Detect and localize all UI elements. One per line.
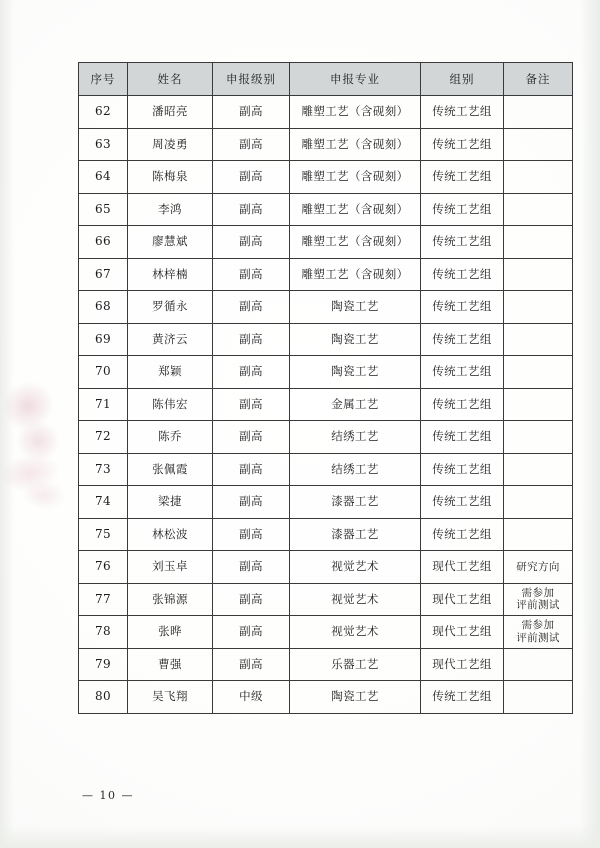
- table-row: [79, 193, 573, 226]
- note-line: 需参加: [521, 619, 555, 632]
- cell-name: 周凌勇: [128, 128, 213, 161]
- cell-name: 廖慧斌: [128, 226, 213, 259]
- cell-note: [504, 356, 573, 389]
- cell-note: [504, 648, 573, 681]
- cell-name: 陈伟宏: [128, 388, 213, 421]
- cell-level: 副高: [213, 486, 290, 519]
- cell-no: 77: [79, 583, 128, 616]
- cell-group: 传统工艺组: [421, 486, 504, 519]
- table-row: [79, 128, 573, 161]
- table-row: [79, 616, 573, 649]
- cell-note: [504, 388, 573, 421]
- cell-level: 副高: [213, 96, 290, 129]
- cell-major: 结绣工艺: [290, 421, 421, 454]
- cell-no: 71: [79, 388, 128, 421]
- cell-name: 张晔: [128, 616, 213, 649]
- cell-note: [504, 226, 573, 259]
- cell-note: [504, 128, 573, 161]
- applicant-roster-table-container: [78, 62, 560, 714]
- cell-no: 64: [79, 161, 128, 194]
- cell-note: [504, 551, 573, 584]
- cell-group: 传统工艺组: [421, 161, 504, 194]
- cell-note: [504, 616, 573, 649]
- cell-major: 结绣工艺: [290, 453, 421, 486]
- cell-level: 副高: [213, 193, 290, 226]
- cell-note: [504, 291, 573, 324]
- cell-major: 雕塑工艺（含砚刻）: [290, 96, 421, 129]
- column-header-level: 申报级别: [213, 63, 290, 96]
- cell-note: [504, 518, 573, 551]
- cell-note: [504, 96, 573, 129]
- cell-group: 传统工艺组: [421, 128, 504, 161]
- cell-no: 75: [79, 518, 128, 551]
- cell-no: 65: [79, 193, 128, 226]
- cell-group: 现代工艺组: [421, 648, 504, 681]
- cell-level: 副高: [213, 226, 290, 259]
- cell-major: 雕塑工艺（含砚刻）: [290, 193, 421, 226]
- cell-no: 67: [79, 258, 128, 291]
- cell-major: 视觉艺术: [290, 616, 421, 649]
- cell-no: 76: [79, 551, 128, 584]
- cell-note: [504, 681, 573, 714]
- note-line: 评前测试: [516, 631, 560, 644]
- note-line: 研究方向: [516, 560, 560, 573]
- cell-level: 副高: [213, 453, 290, 486]
- cell-name: 曹强: [128, 648, 213, 681]
- cell-name: 吴飞翔: [128, 681, 213, 714]
- cell-group: 传统工艺组: [421, 96, 504, 129]
- cell-name: 梁捷: [128, 486, 213, 519]
- cell-level: 副高: [213, 356, 290, 389]
- cell-no: 70: [79, 356, 128, 389]
- cell-name: 罗循永: [128, 291, 213, 324]
- cell-no: 62: [79, 96, 128, 129]
- table-body: [79, 96, 573, 714]
- cell-level: 副高: [213, 128, 290, 161]
- cell-group: 传统工艺组: [421, 421, 504, 454]
- cell-level: 副高: [213, 583, 290, 616]
- cell-level: 副高: [213, 161, 290, 194]
- cell-note: [504, 258, 573, 291]
- table-row: [79, 323, 573, 356]
- cell-name: 刘玉卓: [128, 551, 213, 584]
- page-edge-shadow-left: [0, 0, 14, 848]
- cell-note: [504, 486, 573, 519]
- table-row: [79, 453, 573, 486]
- note-line: 需参加: [521, 586, 555, 599]
- table-row: [79, 161, 573, 194]
- cell-no: 80: [79, 681, 128, 714]
- cell-note: [504, 323, 573, 356]
- cell-name: 张锦源: [128, 583, 213, 616]
- note-line: 评前测试: [516, 599, 560, 612]
- table-row: [79, 486, 573, 519]
- table-row: [79, 551, 573, 584]
- cell-group: 传统工艺组: [421, 356, 504, 389]
- cell-note: [504, 161, 573, 194]
- cell-major: 陶瓷工艺: [290, 323, 421, 356]
- cell-level: 副高: [213, 551, 290, 584]
- cell-level: 副高: [213, 291, 290, 324]
- cell-no: 63: [79, 128, 128, 161]
- cell-level: 中级: [213, 681, 290, 714]
- cell-group: 传统工艺组: [421, 388, 504, 421]
- cell-group: 现代工艺组: [421, 583, 504, 616]
- cell-name: 陈梅泉: [128, 161, 213, 194]
- cell-major: 雕塑工艺（含砚刻）: [290, 128, 421, 161]
- table-header: [79, 63, 573, 96]
- cell-group: 现代工艺组: [421, 616, 504, 649]
- cell-level: 副高: [213, 518, 290, 551]
- cell-major: 视觉艺术: [290, 551, 421, 584]
- cell-name: 郑颖: [128, 356, 213, 389]
- cell-major: 漆器工艺: [290, 486, 421, 519]
- column-header-note: 备注: [504, 63, 573, 96]
- cell-no: 79: [79, 648, 128, 681]
- cell-group: 传统工艺组: [421, 681, 504, 714]
- table-header-row: [79, 63, 573, 96]
- cell-level: 副高: [213, 421, 290, 454]
- cell-level: 副高: [213, 648, 290, 681]
- cell-note: [504, 421, 573, 454]
- table-row: [79, 518, 573, 551]
- table-row: [79, 356, 573, 389]
- table-row: [79, 648, 573, 681]
- cell-level: 副高: [213, 258, 290, 291]
- column-header-group: 组别: [421, 63, 504, 96]
- cell-level: 副高: [213, 323, 290, 356]
- cell-name: 陈乔: [128, 421, 213, 454]
- cell-name: 林松波: [128, 518, 213, 551]
- cell-level: 副高: [213, 616, 290, 649]
- table-row: [79, 388, 573, 421]
- cell-note: [504, 453, 573, 486]
- cell-major: 雕塑工艺（含砚刻）: [290, 161, 421, 194]
- cell-major: 金属工艺: [290, 388, 421, 421]
- cell-group: 传统工艺组: [421, 291, 504, 324]
- cell-major: 雕塑工艺（含砚刻）: [290, 226, 421, 259]
- cell-note: [504, 193, 573, 226]
- cell-group: 传统工艺组: [421, 258, 504, 291]
- cell-name: 黄济云: [128, 323, 213, 356]
- cell-group: 传统工艺组: [421, 193, 504, 226]
- cell-major: 视觉艺术: [290, 583, 421, 616]
- cell-no: 72: [79, 421, 128, 454]
- cell-level: 副高: [213, 388, 290, 421]
- column-header-major: 申报专业: [290, 63, 421, 96]
- cell-major: 漆器工艺: [290, 518, 421, 551]
- cell-group: 传统工艺组: [421, 518, 504, 551]
- column-header-name: 姓名: [128, 63, 213, 96]
- cell-group: 传统工艺组: [421, 323, 504, 356]
- cell-group: 现代工艺组: [421, 551, 504, 584]
- cell-name: 潘昭亮: [128, 96, 213, 129]
- cell-major: 乐器工艺: [290, 648, 421, 681]
- cell-name: 张佩霞: [128, 453, 213, 486]
- table-row: [79, 258, 573, 291]
- cell-no: 78: [79, 616, 128, 649]
- page-edge-shadow-right: [580, 0, 600, 848]
- red-seal-smudge: [2, 378, 68, 518]
- column-header-no: 序号: [79, 63, 128, 96]
- cell-no: 69: [79, 323, 128, 356]
- cell-no: 73: [79, 453, 128, 486]
- cell-no: 66: [79, 226, 128, 259]
- table-row: [79, 681, 573, 714]
- table-row: [79, 226, 573, 259]
- table-row: [79, 96, 573, 129]
- cell-major: 雕塑工艺（含砚刻）: [290, 258, 421, 291]
- applicant-roster-table: [78, 62, 573, 714]
- cell-major: 陶瓷工艺: [290, 356, 421, 389]
- page-number: — 10 —: [82, 789, 134, 802]
- cell-name: 林梓楠: [128, 258, 213, 291]
- cell-note: [504, 583, 573, 616]
- table-row: [79, 583, 573, 616]
- cell-no: 74: [79, 486, 128, 519]
- cell-group: 传统工艺组: [421, 226, 504, 259]
- cell-major: 陶瓷工艺: [290, 291, 421, 324]
- cell-group: 传统工艺组: [421, 453, 504, 486]
- cell-major: 陶瓷工艺: [290, 681, 421, 714]
- cell-no: 68: [79, 291, 128, 324]
- cell-name: 李鸿: [128, 193, 213, 226]
- table-row: [79, 291, 573, 324]
- table-row: [79, 421, 573, 454]
- page-edge-shadow-bottom: [0, 826, 600, 848]
